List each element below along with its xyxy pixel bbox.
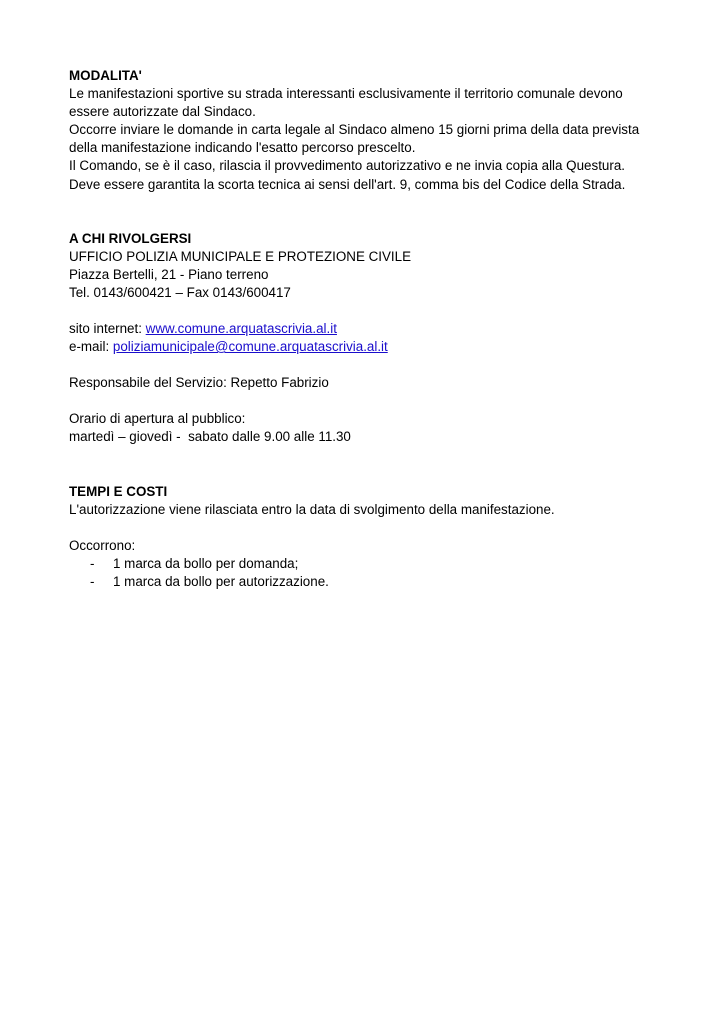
hours-text: martedì – giovedì - sabato dalle 9.00 alle 11.30	[69, 429, 351, 445]
paragraph-line: essere autorizzate dal Sindaco.	[69, 104, 256, 120]
paragraph-line: della manifestazione indicando l'esatto percorso prescelto.	[69, 140, 416, 156]
spacer	[69, 356, 669, 374]
bullet-dash: -	[90, 573, 95, 589]
document-page	[69, 67, 669, 591]
office-phone: Tel. 0143/600421 – Fax 0143/600417	[69, 284, 291, 300]
list-item-text: 1 marca da bollo per domanda;	[113, 555, 299, 571]
paragraph-line: Il Comando, se è il caso, rilascia il provvedimento autorizzativo e ne invia copia alla Questura.	[69, 158, 625, 174]
spacer	[69, 392, 669, 410]
website-label: sito internet:	[69, 321, 146, 337]
website-link[interactable]: www.comune.arquatascrivia.al.it	[145, 321, 337, 337]
paragraph-line: Deve essere garantita la scorta tecnica ai sensi dell'art. 9, comma bis del Codice della Strada.	[69, 176, 626, 192]
section-heading-contatti: A CHI RIVOLGERSI	[69, 230, 192, 246]
section-tempi	[69, 483, 669, 591]
spacer	[69, 302, 669, 320]
section-modalita	[69, 67, 669, 194]
office-address: Piazza Bertelli, 21 - Piano terreno	[69, 266, 269, 282]
email-label: e-mail:	[69, 339, 113, 355]
section-contatti	[69, 230, 669, 447]
hours-label: Orario di apertura al pubblico:	[69, 411, 246, 427]
spacer	[69, 194, 669, 230]
list-item-text: 1 marca da bollo per autorizzazione.	[113, 573, 329, 589]
paragraph-line: L'autorizzazione viene rilasciata entro la data di svolgimento della manifestazione.	[69, 501, 555, 517]
paragraph-line: Occorre inviare le domande in carta legale al Sindaco almeno 15 giorni prima della data prevista	[69, 122, 640, 138]
bullet-dash: -	[90, 555, 95, 571]
spacer	[69, 519, 669, 537]
spacer	[69, 447, 669, 483]
needs-label: Occorrono:	[69, 537, 136, 553]
paragraph-line: Le manifestazioni sportive su strada interessanti esclusivamente il territorio comunale devono	[69, 86, 623, 102]
responsible-person: Responsabile del Servizio: Repetto Fabrizio	[69, 375, 329, 391]
website-row	[69, 320, 669, 338]
office-name: UFFICIO POLIZIA MUNICIPALE E PROTEZIONE CIVILE	[69, 248, 412, 264]
list-item	[69, 555, 669, 573]
email-row	[69, 338, 669, 356]
email-link[interactable]: poliziamunicipale@comune.arquatascrivia.al.it	[112, 339, 388, 355]
section-heading-modalita: MODALITA'	[69, 68, 142, 83]
list-item	[69, 573, 669, 591]
section-heading-tempi: TEMPI E COSTI	[69, 483, 168, 499]
